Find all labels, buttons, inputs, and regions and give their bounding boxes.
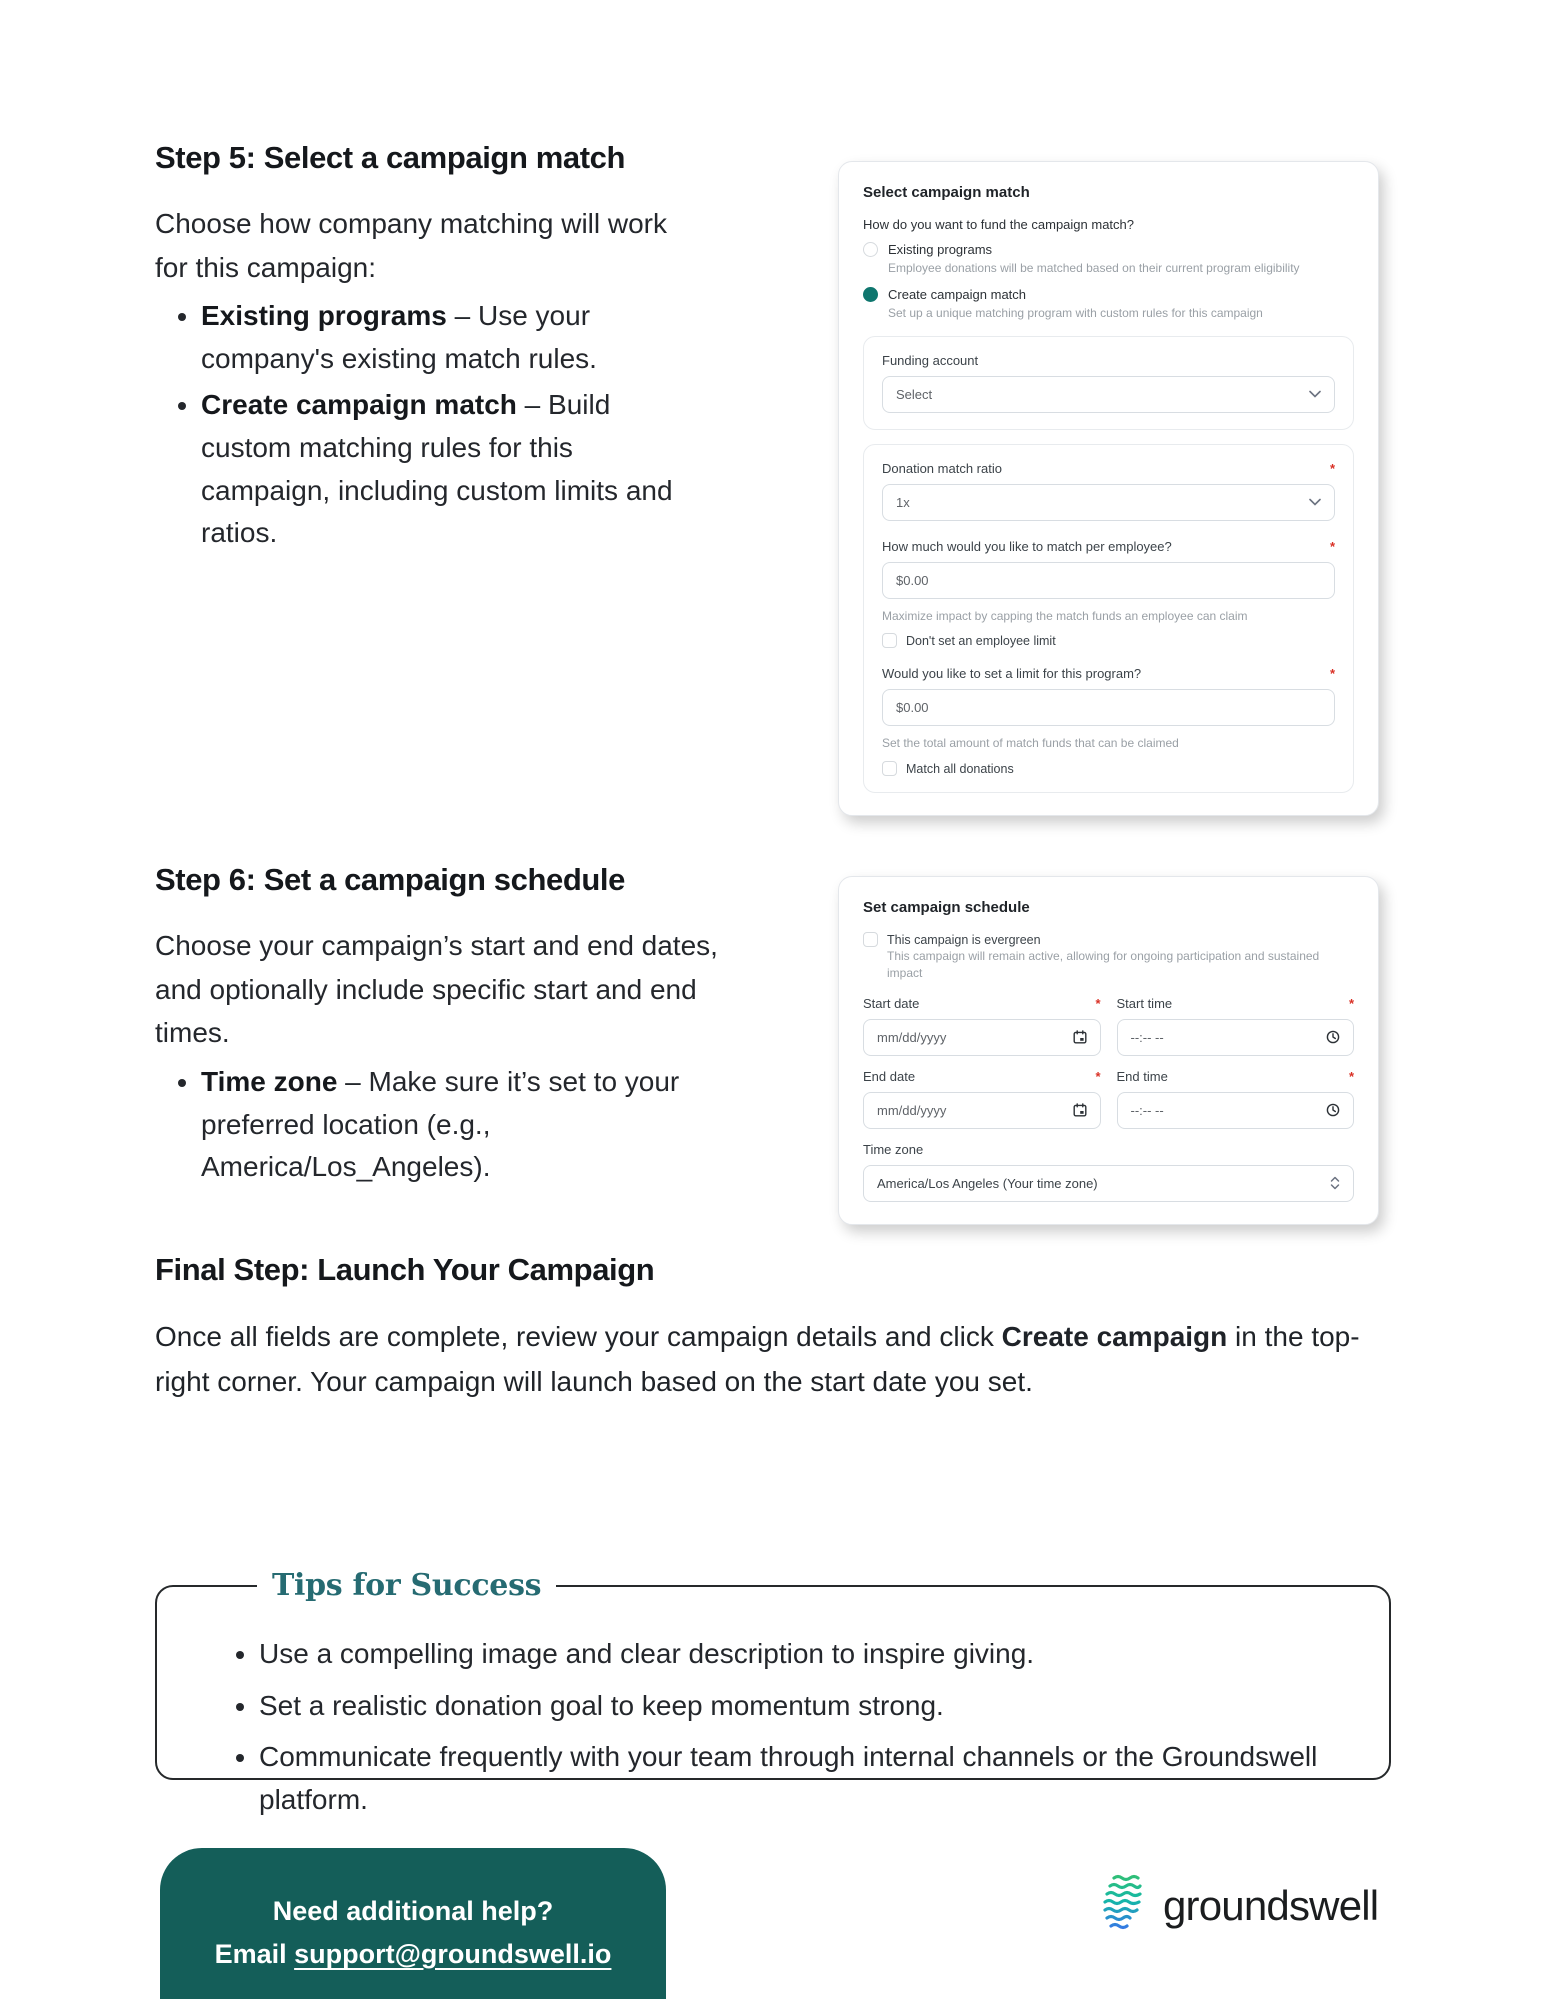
radio-label: Create campaign match <box>888 286 1027 302</box>
tip-item: • Use a compelling image and clear description to inspire giving. <box>259 1633 1333 1676</box>
chevron-down-icon <box>1309 498 1321 506</box>
final-step-body <box>155 1314 1400 1405</box>
tips-for-success-box <box>155 1568 1391 1815</box>
input-value: mm/dd/yyyy <box>877 1029 947 1045</box>
per-employee-field <box>882 539 1335 649</box>
tip-item: • Set a realistic donation goal to keep momentum strong. <box>259 1685 1333 1728</box>
evergreen-checkbox-row[interactable] <box>863 932 1354 947</box>
checkbox-icon[interactable] <box>882 761 897 776</box>
per-employee-helper: Maximize impact by capping the match funds an employee can claim <box>882 608 1248 623</box>
program-limit-helper: Set the total amount of match funds that can be claimed <box>882 736 1179 751</box>
input-value: $0.00 <box>896 572 929 588</box>
final-step-heading: Final Step: Launch Your Campaign <box>155 1252 655 1287</box>
step6-heading: Step 6: Set a campaign schedule <box>155 862 625 897</box>
logo-wordmark: groundswell <box>1163 1881 1379 1929</box>
radio-create-campaign-match[interactable] <box>863 287 1354 302</box>
radio-existing-programs[interactable] <box>863 242 1354 257</box>
program-limit-label: Would you like to set a limit for this program? <box>882 666 1142 682</box>
support-email-link[interactable]: support@groundswell.io <box>294 1939 612 1970</box>
required-asterisk: * <box>1348 1068 1354 1084</box>
start-date-input[interactable] <box>863 1019 1101 1056</box>
help-footer-box <box>160 1848 666 1999</box>
program-limit-input[interactable] <box>882 689 1335 726</box>
checkbox-label: Don't set an employee limit <box>906 633 1056 648</box>
body-text: in the top-right corner. Your campaign will launch based on the start date you set. <box>155 1321 1360 1398</box>
help-line-1: Need additional help? <box>272 1896 554 1926</box>
bullet-text: – Make sure it’s set to your preferred location (e.g., America/Los_Angeles). <box>201 1066 680 1183</box>
groundswell-logo <box>1098 1872 1378 1939</box>
required-asterisk: * <box>1095 1068 1101 1084</box>
required-asterisk: * <box>1329 666 1335 682</box>
step6-section <box>155 862 730 1193</box>
radio-create-desc: Set up a unique matching program with custom rules for this campaign <box>888 305 1263 320</box>
radio-label: Existing programs <box>888 242 993 257</box>
per-employee-input[interactable] <box>882 562 1335 599</box>
clock-icon[interactable] <box>1326 1030 1340 1044</box>
clock-icon[interactable] <box>1326 1103 1340 1117</box>
select-value: America/Los Angeles (Your time zone) <box>877 1175 1098 1191</box>
fund-question: How do you want to fund the campaign match? <box>863 217 1134 232</box>
checkbox-icon[interactable] <box>863 932 878 947</box>
required-asterisk: * <box>1348 995 1354 1011</box>
donation-match-ratio-select[interactable] <box>882 484 1335 521</box>
input-value: $0.00 <box>896 700 929 716</box>
start-date-label: Start date <box>863 995 920 1011</box>
bullet-text: – Build custom matching rules for this campaign, including custom limits and ratios. <box>201 389 673 549</box>
tip-item: • Communicate frequently with your team through internal channels or the Groundswell platform. <box>259 1736 1333 1821</box>
donation-match-ratio-field <box>882 461 1335 521</box>
required-asterisk: * <box>1095 995 1101 1011</box>
step5-intro: Choose how company matching will work for this campaign: <box>155 208 667 283</box>
bullet-text: – Use your company's existing match rules. <box>201 300 597 374</box>
bullet-bold-text: Create campaign match <box>201 389 517 421</box>
end-date-field <box>863 1069 1101 1129</box>
bullet-bold-text: Existing programs <box>201 300 447 332</box>
create-campaign-bold-text: Create campaign <box>1001 1321 1228 1352</box>
required-asterisk: * <box>1329 460 1335 476</box>
calendar-icon[interactable] <box>1073 1030 1087 1044</box>
radio-existing-desc: Employee donations will be matched based on their current program eligibility <box>888 261 1300 275</box>
step5-heading: Step 5: Select a campaign match <box>155 140 625 175</box>
checkbox-label: This campaign is evergreen <box>887 932 1041 947</box>
match-settings-group <box>863 444 1354 794</box>
step6-intro: Choose your campaign’s start and end dates, and optionally include specific start and end times. <box>155 930 718 1049</box>
employee-limit-checkbox-row[interactable] <box>882 633 1335 648</box>
checkbox-icon[interactable] <box>882 633 897 648</box>
calendar-icon[interactable] <box>1073 1103 1087 1117</box>
body-text: Once all fields are complete, review your campaign details and click <box>155 1321 1002 1352</box>
start-date-field <box>863 996 1101 1056</box>
funding-account-label: Funding account <box>882 352 979 368</box>
radio-selected-icon[interactable] <box>863 287 878 302</box>
end-date-label: End date <box>863 1068 916 1084</box>
match-card-title: Select campaign match <box>863 184 1030 201</box>
funding-account-group <box>863 336 1354 430</box>
bullet-bold-text: Time zone <box>201 1066 338 1098</box>
match-all-checkbox-row[interactable] <box>882 761 1335 776</box>
ratio-label: Donation match ratio <box>882 460 1002 476</box>
funding-account-select[interactable] <box>882 376 1335 413</box>
step6-bullet-list <box>155 1061 730 1189</box>
start-time-label: Start time <box>1116 995 1173 1011</box>
campaign-match-card <box>838 161 1379 816</box>
checkbox-label: Match all donations <box>906 761 1014 776</box>
input-value: --:-- -- <box>1130 1102 1164 1118</box>
time-zone-select[interactable] <box>863 1165 1354 1202</box>
schedule-grid <box>863 996 1354 1202</box>
end-time-field <box>1117 1069 1355 1129</box>
help-line-2 <box>160 1933 666 1976</box>
final-step-section <box>155 1252 1400 1405</box>
updown-stepper-icon <box>1330 1176 1340 1190</box>
radio-unselected-icon[interactable] <box>863 242 878 257</box>
tips-title: Tips for Success <box>272 1568 542 1603</box>
chevron-down-icon <box>1309 390 1321 398</box>
required-asterisk: * <box>1329 538 1335 554</box>
program-limit-field <box>882 666 1335 776</box>
time-zone-label: Time zone <box>863 1141 924 1157</box>
step5-section <box>155 140 703 559</box>
input-value: --:-- -- <box>1130 1029 1164 1045</box>
per-employee-label: How much would you like to match per employee? <box>882 538 1172 554</box>
start-time-input[interactable] <box>1117 1019 1355 1056</box>
start-time-field <box>1117 996 1355 1056</box>
wave-logo-icon <box>1098 1872 1150 1939</box>
email-prefix-text: Email <box>214 1939 295 1970</box>
schedule-card-title: Set campaign schedule <box>863 899 1030 916</box>
step6-bullet-time-zone <box>201 1061 730 1189</box>
time-zone-field <box>863 1142 1354 1202</box>
input-value: mm/dd/yyyy <box>877 1102 947 1118</box>
step5-bullet-list <box>155 295 703 554</box>
select-value: 1x <box>896 494 910 510</box>
select-value: Select <box>896 386 933 402</box>
step5-bullet-create-match <box>201 384 703 554</box>
campaign-schedule-card <box>838 876 1379 1225</box>
end-time-label: End time <box>1116 1068 1168 1084</box>
evergreen-desc: This campaign will remain active, allowing for ongoing participation and sustained impact <box>887 949 1320 980</box>
end-time-input[interactable] <box>1117 1092 1355 1129</box>
tips-list <box>221 1633 1333 1821</box>
end-date-input[interactable] <box>863 1092 1101 1129</box>
step5-bullet-existing-programs <box>201 295 703 380</box>
